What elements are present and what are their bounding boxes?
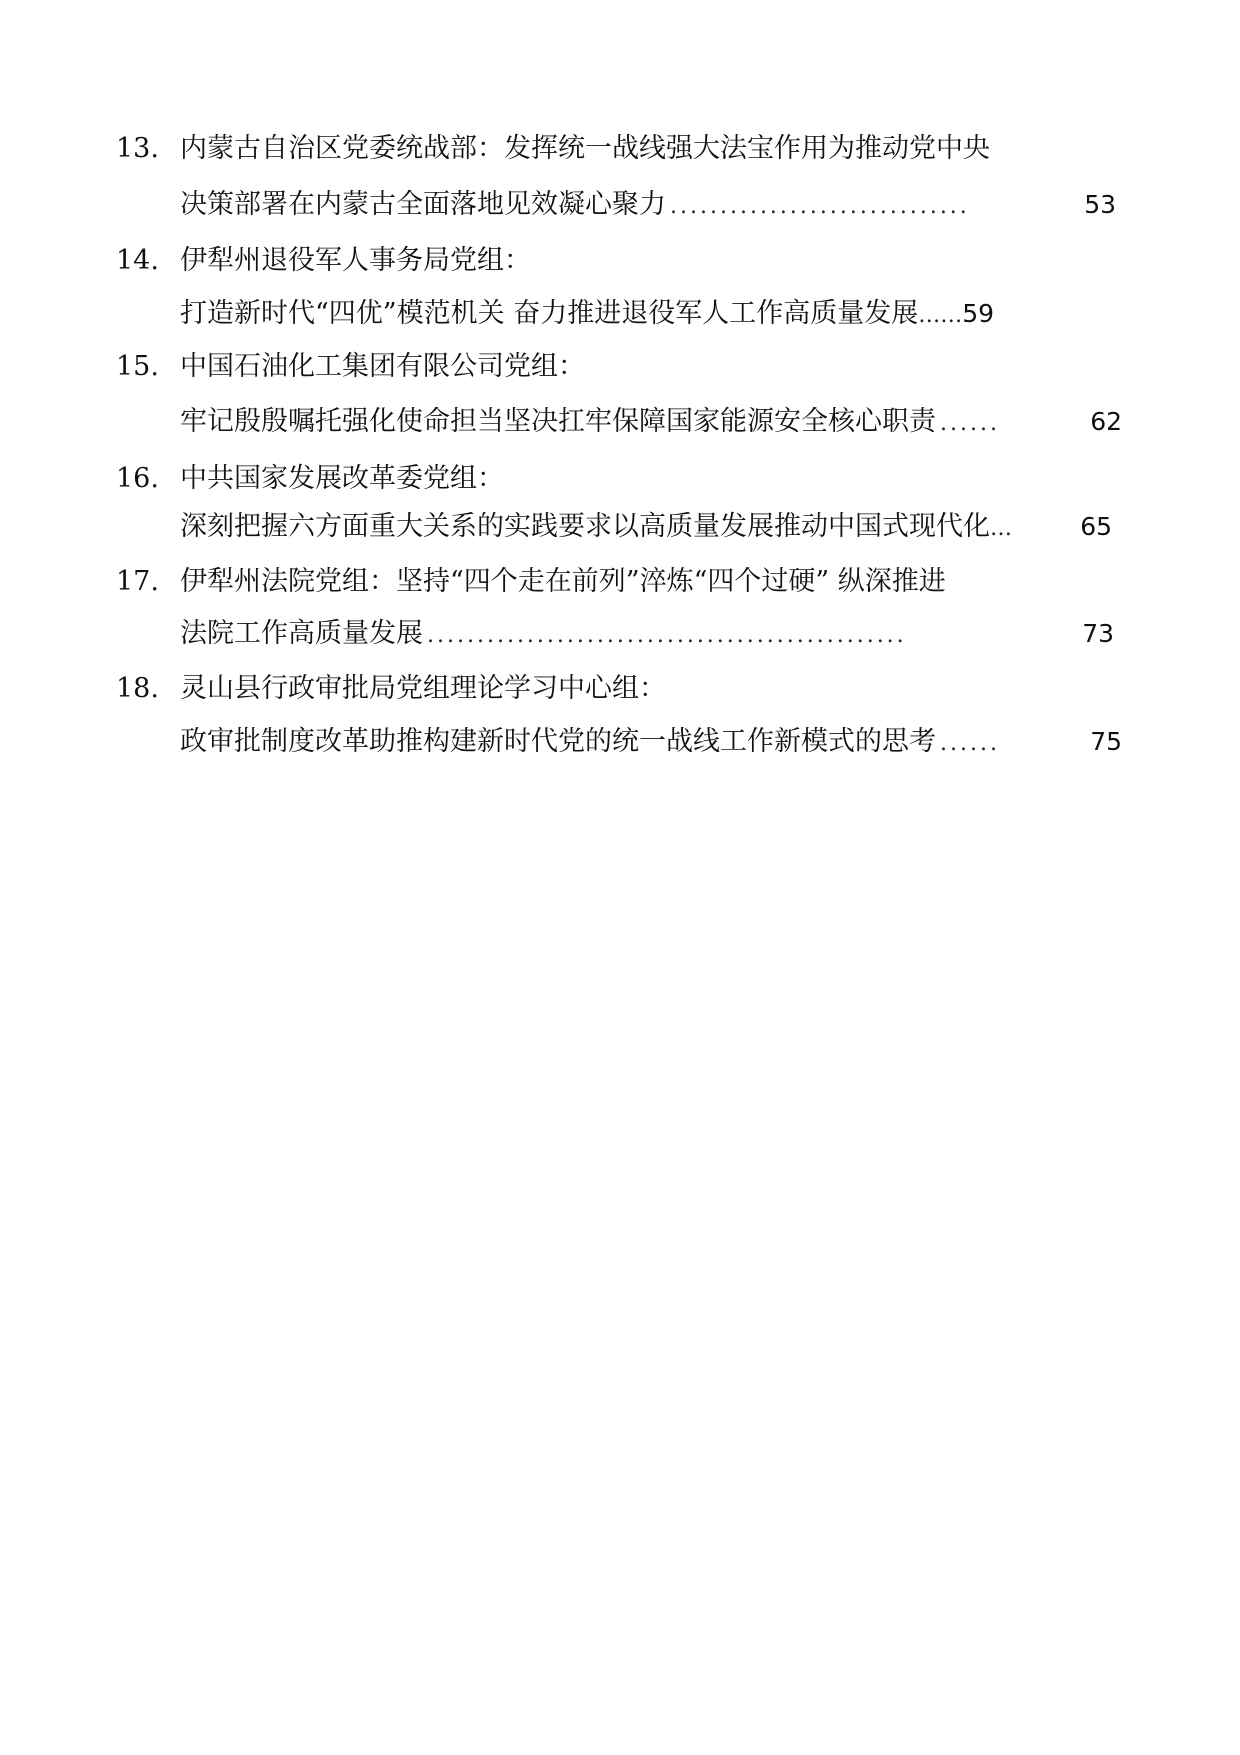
- entry-subtitle-text: 法院工作高质量发展: [180, 618, 423, 649]
- toc-entry-13-subtitle[interactable]: [0, 183, 1240, 227]
- page-number: 65: [1080, 512, 1112, 541]
- entry-number: 17.: [116, 566, 159, 597]
- entry-subtitle-text: 深刻把握六方面重大关系的实践要求以高质量发展推动中国式现代化: [180, 511, 990, 542]
- entry-subtitle-text: 打造新时代“四优”模范机关 奋力推进退役军人工作高质量发展: [180, 298, 919, 329]
- entry-subtitle-text: 牢记殷殷嘱托强化使命担当坚决扛牢保障国家能源安全核心职责: [180, 406, 936, 437]
- entry-number: 15.: [116, 351, 159, 382]
- toc-entry-17-subtitle[interactable]: [0, 612, 1240, 656]
- entry-subtitle-text: 政审批制度改革助推构建新时代党的统一战线工作新模式的思考: [180, 726, 936, 757]
- toc-entry-18-subtitle[interactable]: [0, 720, 1240, 764]
- toc-entry-13-title: [0, 127, 1240, 171]
- page-number: 62: [1090, 407, 1122, 436]
- entry-title-line: 中共国家发展改革委党组：: [180, 463, 504, 494]
- toc-entry-14-subtitle[interactable]: [0, 292, 1240, 336]
- entry-number: 14.: [116, 245, 159, 276]
- entry-title-line: 内蒙古自治区党委统战部：发挥统一战线强大法宝作用为推动党中央: [180, 133, 990, 164]
- entry-subtitle-text: 决策部署在内蒙古全面落地见效凝心聚力: [180, 189, 666, 220]
- toc-entry-14-title: [0, 239, 1240, 283]
- toc-entry-18-title: [0, 667, 1240, 711]
- toc-entry-16-subtitle[interactable]: [0, 505, 1240, 549]
- toc-entry-17-title: [0, 560, 1240, 604]
- toc-entry-15-title: [0, 345, 1240, 389]
- entry-title-line: 灵山县行政审批局党组理论学习中心组：: [180, 673, 666, 704]
- page-number: 73: [1082, 619, 1114, 648]
- entry-number: 18.: [116, 673, 159, 704]
- dot-leader: ..............................: [670, 194, 970, 219]
- page-number: 59: [962, 299, 995, 328]
- entry-title-line: 伊犁州退役军人事务局党组：: [180, 245, 531, 276]
- entry-number: 16.: [116, 463, 159, 494]
- toc-entry-16-title: [0, 457, 1240, 501]
- page-number: 75: [1090, 727, 1122, 756]
- dot-leader: …: [990, 516, 1012, 541]
- dot-leader: ................................................: [427, 623, 907, 648]
- page-number: 53: [1084, 190, 1116, 219]
- toc-entry-15-subtitle[interactable]: [0, 400, 1240, 444]
- entry-title-line: 中国石油化工集团有限公司党组：: [180, 351, 585, 382]
- dot-leader: ......: [940, 731, 1000, 756]
- entry-title-line: 伊犁州法院党组：坚持“四个走在前列”淬炼“四个过硬” 纵深推进: [180, 566, 946, 597]
- entry-number: 13.: [116, 133, 159, 164]
- dot-leader: ......: [940, 411, 1000, 436]
- dot-leader: ……: [918, 303, 963, 328]
